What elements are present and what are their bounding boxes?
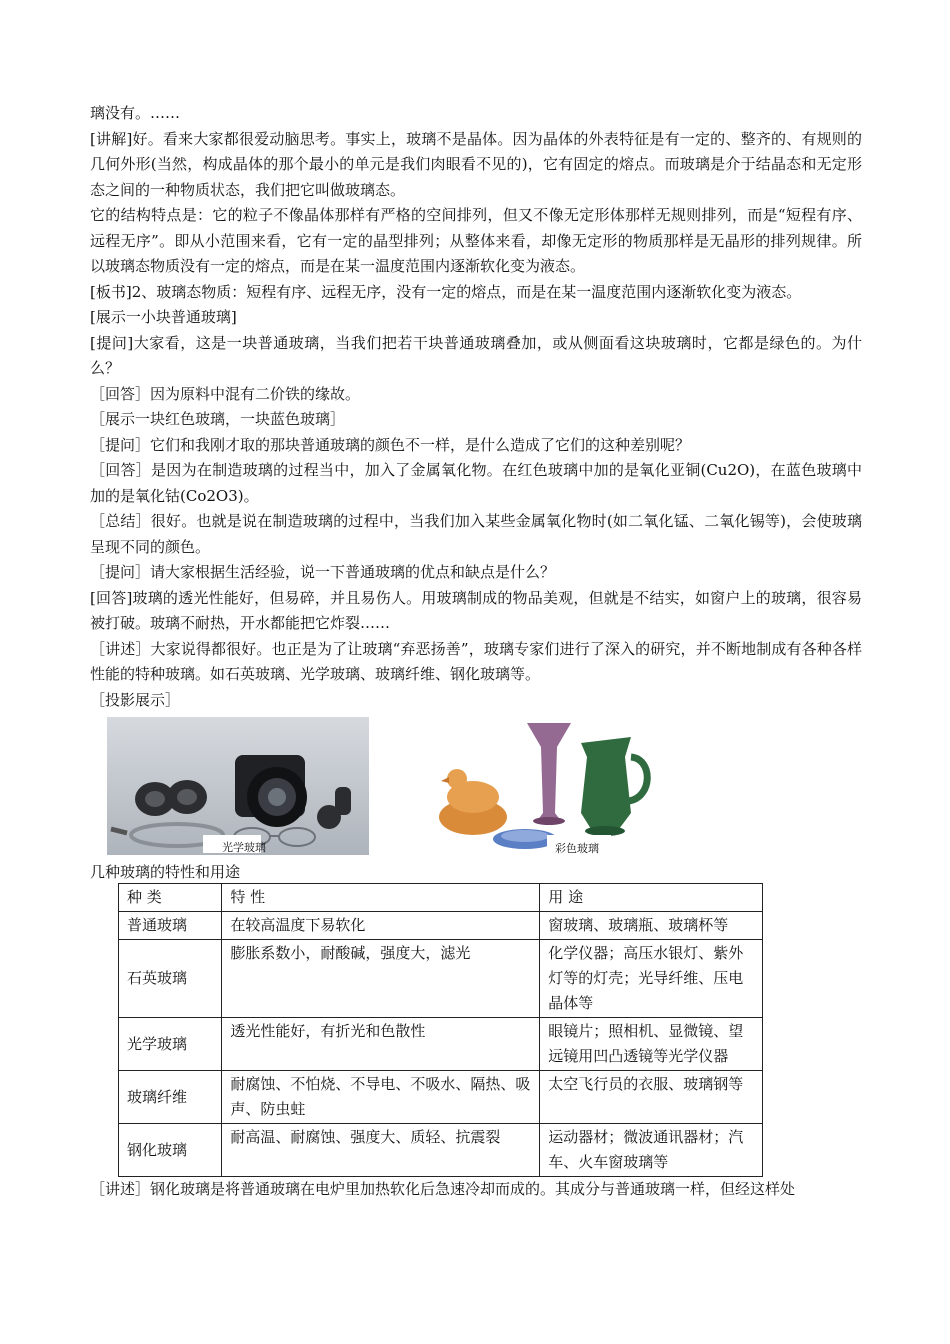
table-header-row (119, 884, 763, 912)
cell-usage: 运动器材；微波通讯器材；汽车、火车窗玻璃等 (540, 1124, 763, 1177)
cell-type: 钢化玻璃 (119, 1124, 222, 1177)
cell-property: 膨胀系数小，耐酸碱，强度大，滤光 (222, 940, 540, 1018)
colored-glass-illustration (435, 717, 690, 859)
paragraph: [回答]玻璃的透光性能好，但易碎，并且易伤人。用玻璃制成的物品美观，但就是不结实，如窗户上的玻璃，很容易被打破。玻璃不耐热，开水都能把它炸裂…… (90, 588, 862, 632)
cell-type: 玻璃纤维 (119, 1071, 222, 1124)
colored-glass-photo (435, 717, 690, 859)
cell-usage: 眼镜片；照相机、显微镜、望远镜用凹凸透镜等光学仪器 (540, 1018, 763, 1071)
table-row (119, 1071, 763, 1124)
cell-property: 透光性能好，有折光和色散性 (222, 1018, 540, 1071)
table-row (119, 940, 763, 1018)
cell-type: 普通玻璃 (119, 912, 222, 940)
document-body (90, 101, 862, 1203)
paragraph: ［提问］请大家根据生活经验，说一下普通玻璃的优点和缺点是什么？ (90, 563, 556, 581)
paragraph: 璃没有。…… (90, 104, 181, 122)
header-cell-usage: 用 途 (540, 884, 763, 912)
header-cell-property: 特 性 (222, 884, 540, 912)
optical-glass-photo (107, 717, 369, 855)
cell-type: 石英玻璃 (119, 940, 222, 1018)
paragraph: ［投影展示］ (90, 690, 181, 709)
paragraph: ［提问］它们和我刚才取的那块普通玻璃的颜色不一样，是什么造成了它们的这种差别呢？ (90, 435, 691, 454)
paragraph: [板书]2、玻璃态物质：短程有序、远程无序，没有一定的熔点，而是在某一温度范围内逐渐软化变为液态。 (90, 282, 802, 301)
optical-glass-illustration (107, 717, 369, 855)
cell-type: 光学玻璃 (119, 1018, 222, 1071)
paragraph: ［回答］是因为在制造玻璃的过程当中，加入了金属氧化物。在红色玻璃中加的是氧化亚铜(Cu2O)，在蓝色玻璃中加的是氧化钴(Co2O3)。 (90, 461, 862, 505)
paragraph: [提问]大家看，这是一块普通玻璃，当我们把若干块普通玻璃叠加，或从侧面看这块玻璃时，它都是绿色的。为什么？ (90, 333, 862, 377)
closing-paragraph: ［讲述］钢化玻璃是将普通玻璃在电炉里加热软化后急速冷却而成的。其成分与普通玻璃一样，但经这样处 (90, 1180, 796, 1198)
optical-glass-caption: 光学玻璃 (222, 841, 266, 854)
cell-property: 耐高温、耐腐蚀、强度大、质轻、抗震裂 (222, 1124, 540, 1177)
cell-usage: 窗玻璃、玻璃瓶、玻璃杯等 (540, 912, 763, 940)
table-title: 几种玻璃的特性和用途 (90, 863, 241, 881)
cell-property: 耐腐蚀、不怕烧、不导电、不吸水、隔热、吸声、防虫蛀 (222, 1071, 540, 1124)
paragraph: ［展示一块红色玻璃，一块蓝色玻璃］ (90, 410, 346, 428)
paragraph: 它的结构特点是：它的粒子不像晶体那样有严格的空间排列，但又不像无定形体那样无规则排列，而是“短程有序、远程无序”。即从小范围来看，它有一定的晶型排列；从整体来看，却像无定形的物质那样是无晶形的排列规律。所以玻璃态物质没有一定的熔点，而是在某一温度范围内逐渐软化变为液态。 (90, 206, 862, 275)
cell-usage: 太空飞行员的衣服、玻璃钢等 (540, 1071, 763, 1124)
paragraph: ［总结］很好。也就是说在制造玻璃的过程中，当我们加入某些金属氧化物时(如二氧化锰、二氧化锡等)，会使玻璃呈现不同的颜色。 (90, 512, 862, 556)
table-row (119, 912, 763, 940)
header-cell-type: 种 类 (119, 884, 222, 912)
glass-properties-table (118, 883, 763, 1177)
table-row (119, 1124, 763, 1177)
cell-usage: 化学仪器；高压水银灯、紫外灯等的灯壳；光导纤维、压电晶体等 (540, 940, 763, 1018)
paragraph: ［回答］因为原料中混有二价铁的缘故。 (90, 384, 361, 403)
paragraph: ［讲述］大家说得都很好。也正是为了让玻璃“弃恶扬善”，玻璃专家们进行了深入的研究，并不断地制成有各种各样性能的特种玻璃。如石英玻璃、光学玻璃、玻璃纤维、钢化玻璃等。 (90, 639, 862, 683)
paragraph: [讲解]好。看来大家都很爱动脑思考。事实上，玻璃不是晶体。因为晶体的外表特征是有一定的、整齐的、有规则的几何外形(当然，构成晶体的那个最小的单元是我们肉眼看不见的)，它有固定的熔点。而玻璃是介于结晶态和无定形态之间的一种物质状态，我们把它叫做玻璃态。 (90, 129, 862, 199)
figure-row (90, 717, 862, 859)
cell-property: 在较高温度下易软化 (222, 912, 540, 940)
table-row (119, 1018, 763, 1071)
colored-glass-caption: 彩色玻璃 (555, 842, 599, 855)
paragraph: [展示一小块普通玻璃] (90, 308, 237, 326)
